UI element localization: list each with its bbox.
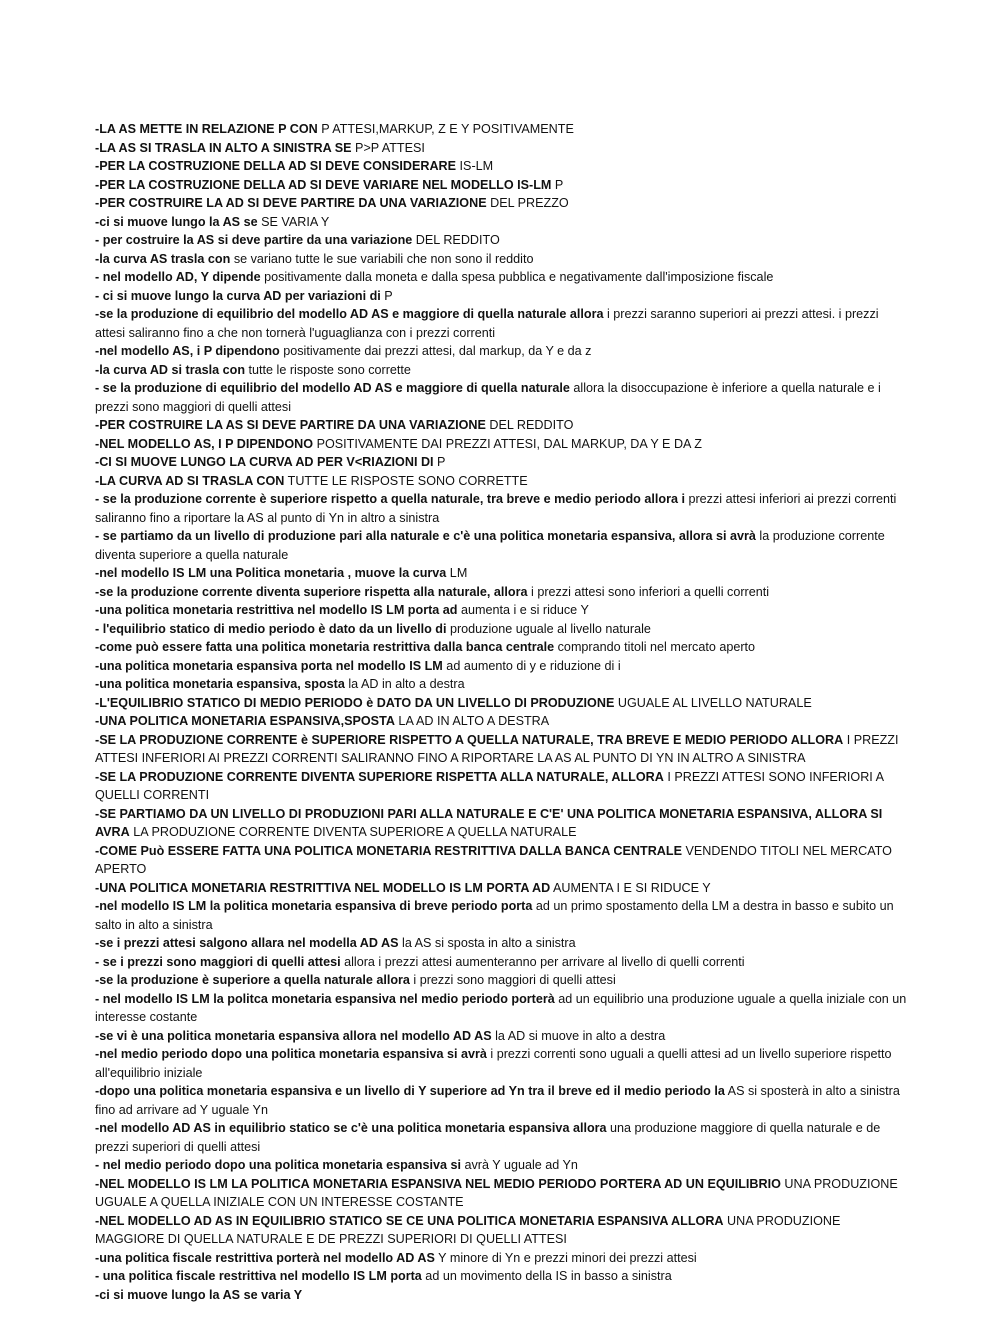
qa-item (95, 638, 910, 657)
answer-text: P>P ATTESI (351, 140, 425, 155)
question-text: -se la produzione corrente diventa superiore rispetta alla naturale, allora (95, 584, 528, 599)
question-text: -una politica fiscale restrittiva porterà nel modello AD AS (95, 1250, 435, 1265)
answer-text: se variano tutte le sue variabili che non sono il reddito (230, 251, 534, 266)
answer-text: ad aumento di y e riduzione di i (442, 658, 621, 673)
answer-text: POSITIVAMENTE DAI PREZZI ATTESI, DAL MARKUP, DA Y E DA Z (313, 436, 702, 451)
answer-text: LM (446, 566, 468, 580)
question-text: -una politica monetaria espansiva porta nel modello IS LM (95, 658, 443, 673)
answer-text: i prezzi sono maggiori di quelli attesi (409, 973, 616, 987)
question-text: -se la produzione è superiore a quella naturale allora (95, 973, 410, 987)
answer-text: Y minore di Yn e prezzi minori dei prezzi attesi (434, 1250, 697, 1265)
question-text: - una politica fiscale restrittiva nel modello IS LM porta (95, 1269, 422, 1283)
question-text: - nel modello AD, Y dipende (95, 270, 261, 284)
question-text: -nel medio periodo dopo una politica monetaria espansiva si avrà (95, 1047, 487, 1061)
qa-item (95, 712, 910, 731)
answer-text: AUMENTA I E SI RIDUCE Y (550, 880, 711, 895)
qa-item (95, 601, 910, 620)
question-text: -UNA POLITICA MONETARIA ESPANSIVA,SPOSTA (95, 714, 395, 728)
qa-item (95, 194, 910, 213)
qa-item (95, 842, 910, 879)
qa-item (95, 731, 910, 768)
question-text: -PER LA COSTRUZIONE DELLA AD SI DEVE CONSIDERARE (95, 159, 457, 173)
answer-text: produzione uguale al livello naturale (446, 621, 651, 636)
qa-item (95, 1045, 910, 1082)
qa-item (95, 472, 910, 491)
qa-item (95, 157, 910, 176)
answer-text: P (551, 177, 564, 192)
question-text: -la curva AS trasla con (95, 251, 231, 266)
question-text: -nel modello AD AS in equilibrio statico se c'è una politica monetaria espansiva allora (95, 1121, 607, 1135)
answer-text: una produzione maggiore di quella naturale e de prezzi superiori di quelli attesi (95, 1121, 881, 1154)
question-text: -nel modello IS LM la politica monetaria espansiva di breve periodo porta (95, 899, 533, 913)
qa-item (95, 694, 910, 713)
qa-item (95, 342, 910, 361)
answer-text: allora la disoccupazione è inferiore a quella naturale e i prezzi sono maggiori di quelli attesi (95, 381, 881, 414)
qa-item (95, 1175, 910, 1212)
answer-text: ad un equilibrio una produzione uguale a quella iniziale con un interesse costante (95, 991, 907, 1024)
question-text: -L'EQUILIBRIO STATICO DI MEDIO PERIODO è DATO DA UN LIVELLO DI PRODUZIONE (95, 695, 615, 710)
answer-text: comprando titoli nel mercato aperto (554, 640, 756, 654)
question-text: - se i prezzi sono maggiori di quelli attesi (95, 954, 341, 969)
question-text: -NEL MODELLO IS LM LA POLITICA MONETARIA ESPANSIVA NEL MEDIO PERIODO PORTERA AD UN EQUILIBRIO (95, 1176, 781, 1191)
answer-text: UGUALE AL LIVELLO NATURALE (614, 695, 812, 710)
answer-text: TUTTE LE RISPOSTE SONO CORRETTE (284, 473, 528, 488)
answer-text: ad un movimento della IS in basso a sinistra (421, 1269, 672, 1283)
answer-text: la AS si sposta in alto a sinistra (398, 936, 576, 950)
qa-item (95, 1027, 910, 1046)
question-text: -ci si muove lungo la AS se varia Y (95, 1287, 303, 1302)
question-text: -se la produzione di equilibrio del modello AD AS e maggiore di quella naturale allora (95, 307, 604, 321)
qa-item (95, 879, 910, 898)
question-text: -ci si muove lungo la AS se (95, 214, 258, 229)
qa-item (95, 527, 910, 564)
question-text: - nel medio periodo dopo una politica monetaria espansiva si (95, 1158, 461, 1172)
question-text: -se vi è una politica monetaria espansiva allora nel modello AD AS (95, 1028, 492, 1043)
question-text: -LA AS METTE IN RELAZIONE P CON (95, 122, 318, 136)
question-text: -PER COSTRUIRE LA AS SI DEVE PARTIRE DA UNA VARIAZIONE (95, 418, 486, 432)
answer-text: tutte le risposte sono corrette (245, 362, 411, 377)
qa-item (95, 620, 910, 639)
qa-item (95, 897, 910, 934)
question-text: - ci si muove lungo la curva AD per variazioni di (95, 288, 381, 303)
qa-item (95, 120, 910, 139)
question-text: -come può essere fatta una politica monetaria restrittiva dalla banca centrale (95, 640, 555, 654)
question-text: -COME Può ESSERE FATTA UNA POLITICA MONETARIA RESTRITTIVA DALLA BANCA CENTRALE (95, 843, 682, 858)
qa-item (95, 139, 910, 158)
qa-item (95, 453, 910, 472)
qa-item (95, 268, 910, 287)
question-text: -NEL MODELLO AS, I P DIPENDONO (95, 436, 314, 451)
question-text: -SE PARTIAMO DA UN LIVELLO DI PRODUZIONI PARI ALLA NATURALE E C'E' UNA POLITICA MONETARIA ESPANSIVA, ALLORA SI AVRA (95, 806, 883, 839)
answer-text: la produzione corrente diventa superiore a quella naturale (95, 529, 885, 562)
answer-text: LA PRODUZIONE CORRENTE DIVENTA SUPERIORE A QUELLA NATURALE (129, 825, 577, 839)
answer-text: la AD in alto a destra (344, 677, 465, 691)
answer-text: P ATTESI,MARKUP, Z E Y POSITIVAMENTE (317, 122, 574, 136)
qa-item (95, 934, 910, 953)
question-text: -una politica monetaria restrittiva nel modello IS LM porta ad (95, 603, 458, 617)
qa-item (95, 953, 910, 972)
qa-item (95, 435, 910, 454)
answer-text: i prezzi correnti sono uguali a quelli attesi ad un livello superiore rispetto all'equilibrio iniziale (95, 1047, 892, 1080)
qa-item (95, 971, 910, 990)
qa-item (95, 305, 910, 342)
answer-text: VENDENDO TITOLI NEL MERCATO APERTO (95, 843, 892, 876)
answer-text: DEL REDDITO (485, 418, 574, 432)
answer-text: IS-LM (456, 159, 494, 173)
qa-item (95, 361, 910, 380)
qa-item (95, 768, 910, 805)
qa-item (95, 287, 910, 306)
answer-text: DEL REDDITO (412, 233, 500, 247)
qa-item (95, 805, 910, 842)
qa-item (95, 379, 910, 416)
qa-item (95, 416, 910, 435)
qa-item (95, 990, 910, 1027)
question-text: - se la produzione corrente è superiore rispetto a quella naturale, tra breve e medio periodo allora i (95, 492, 685, 506)
question-text: -SE LA PRODUZIONE CORRENTE è SUPERIORE RISPETTO A QUELLA NATURALE, TRA BREVE E MEDIO PERIODO ALLORA (95, 732, 844, 747)
qa-item (95, 1286, 910, 1305)
answer-text: positivamente dai prezzi attesi, dal markup, da Y e da z (279, 344, 592, 358)
question-text: -nel modello IS LM una Politica monetaria , muove la curva (95, 566, 447, 580)
answer-text: P (380, 288, 393, 303)
question-text: -CI SI MUOVE LUNGO LA CURVA AD PER V<RIAZIONI DI (95, 455, 434, 469)
answer-text: UNA PRODUZIONE UGUALE A QUELLA INIZIALE CON UN INTERESSE COSTANTE (95, 1176, 898, 1209)
qa-item (95, 675, 910, 694)
answer-text: I PREZZI ATTESI SONO INFERIORI A QUELLI CORRENTI (95, 769, 884, 802)
question-text: -PER COSTRUIRE LA AD SI DEVE PARTIRE DA UNA VARIAZIONE (95, 196, 487, 210)
answer-text: P (433, 455, 446, 469)
question-text: -una politica monetaria espansiva, sposta (95, 677, 345, 691)
qa-item (95, 1156, 910, 1175)
answer-text: I PREZZI ATTESI INFERIORI AI PREZZI CORRENTI SALIRANNO FINO A RIPORTARE LA AS AL PUNTO DI YN IN ALTRO A SINISTRA (95, 732, 899, 765)
answer-text: SE VARIA Y (257, 214, 330, 229)
qa-item (95, 1249, 910, 1268)
question-text: - per costruire la AS si deve partire da una variazione (95, 233, 413, 247)
question-text: -NEL MODELLO AD AS IN EQUILIBRIO STATICO SE CE UNA POLITICA MONETARIA ESPANSIVA ALLORA (95, 1213, 724, 1228)
question-text: -UNA POLITICA MONETARIA RESTRITTIVA NEL MODELLO IS LM PORTA AD (95, 880, 551, 895)
answer-text: la AD si muove in alto a destra (491, 1028, 666, 1043)
answer-text: i prezzi attesi sono inferiori a quelli correnti (527, 584, 770, 599)
answer-text: positivamente dalla moneta e dalla spesa pubblica e negativamente dall'imposizione fiscale (260, 270, 774, 284)
question-text: -PER LA COSTRUZIONE DELLA AD SI DEVE VARIARE NEL MODELLO IS-LM (95, 177, 552, 192)
question-text: -LA AS SI TRASLA IN ALTO A SINISTRA SE (95, 140, 352, 155)
qa-item (95, 490, 910, 527)
question-text: -dopo una politica monetaria espansiva e un livello di Y superiore ad Yn tra il breve ed il medio periodo la (95, 1084, 725, 1098)
answer-text: UNA PRODUZIONE MAGGIORE DI QUELLA NATURALE E DE PREZZI SUPERIORI DI QUELLI ATTESI (95, 1213, 841, 1246)
document-page (95, 120, 910, 1304)
question-text: - se partiamo da un livello di produzione pari alla naturale e c'è una politica monetaria espansiva, allora si avrà (95, 529, 756, 543)
qa-item (95, 1212, 910, 1249)
answer-text: avrà Y uguale ad Yn (461, 1158, 578, 1172)
qa-item (95, 250, 910, 269)
answer-text: aumenta i e si riduce Y (457, 603, 589, 617)
answer-text: AS si sposterà in alto a sinistra fino ad arrivare ad Y uguale Yn (95, 1084, 900, 1117)
question-text: -SE LA PRODUZIONE CORRENTE DIVENTA SUPERIORE RISPETTA ALLA NATURALE, ALLORA (95, 769, 664, 784)
qa-item (95, 213, 910, 232)
question-text: -la curva AD si trasla con (95, 362, 246, 377)
qa-item (95, 1267, 910, 1286)
answer-text: LA AD IN ALTO A DESTRA (394, 714, 550, 728)
question-text: - se la produzione di equilibrio del modello AD AS e maggiore di quella naturale (95, 381, 570, 395)
question-text: - l'equilibrio statico di medio periodo è dato da un livello di (95, 621, 447, 636)
qa-item (95, 231, 910, 250)
question-text: -LA CURVA AD SI TRASLA CON (95, 473, 285, 488)
answer-text: ad un primo spostamento della LM a destra in basso e subito un salto in alto a sinistra (95, 899, 894, 932)
qa-item (95, 564, 910, 583)
answer-text: allora i prezzi attesi aumenteranno per arrivare al livello di quelli correnti (340, 954, 745, 969)
qa-item (95, 176, 910, 195)
qa-item (95, 1119, 910, 1156)
question-text: -nel modello AS, i P dipendono (95, 344, 280, 358)
qa-item (95, 1082, 910, 1119)
answer-text: DEL PREZZO (486, 196, 569, 210)
question-text: - nel modello IS LM la politca monetaria espansiva nel medio periodo porterà (95, 991, 555, 1006)
answer-text: prezzi attesi inferiori ai prezzi correnti saliranno fino a riportare la AS al punto di Yn in altro a sinistra (95, 492, 897, 525)
question-text: -se i prezzi attesi salgono allara nel modella AD AS (95, 936, 399, 950)
qa-item (95, 583, 910, 602)
qa-item (95, 657, 910, 676)
answer-text: i prezzi saranno superiori ai prezzi attesi. i prezzi attesi saliranno fino a che non tornerà l'uguaglianza con i prezzi correnti (95, 307, 879, 340)
